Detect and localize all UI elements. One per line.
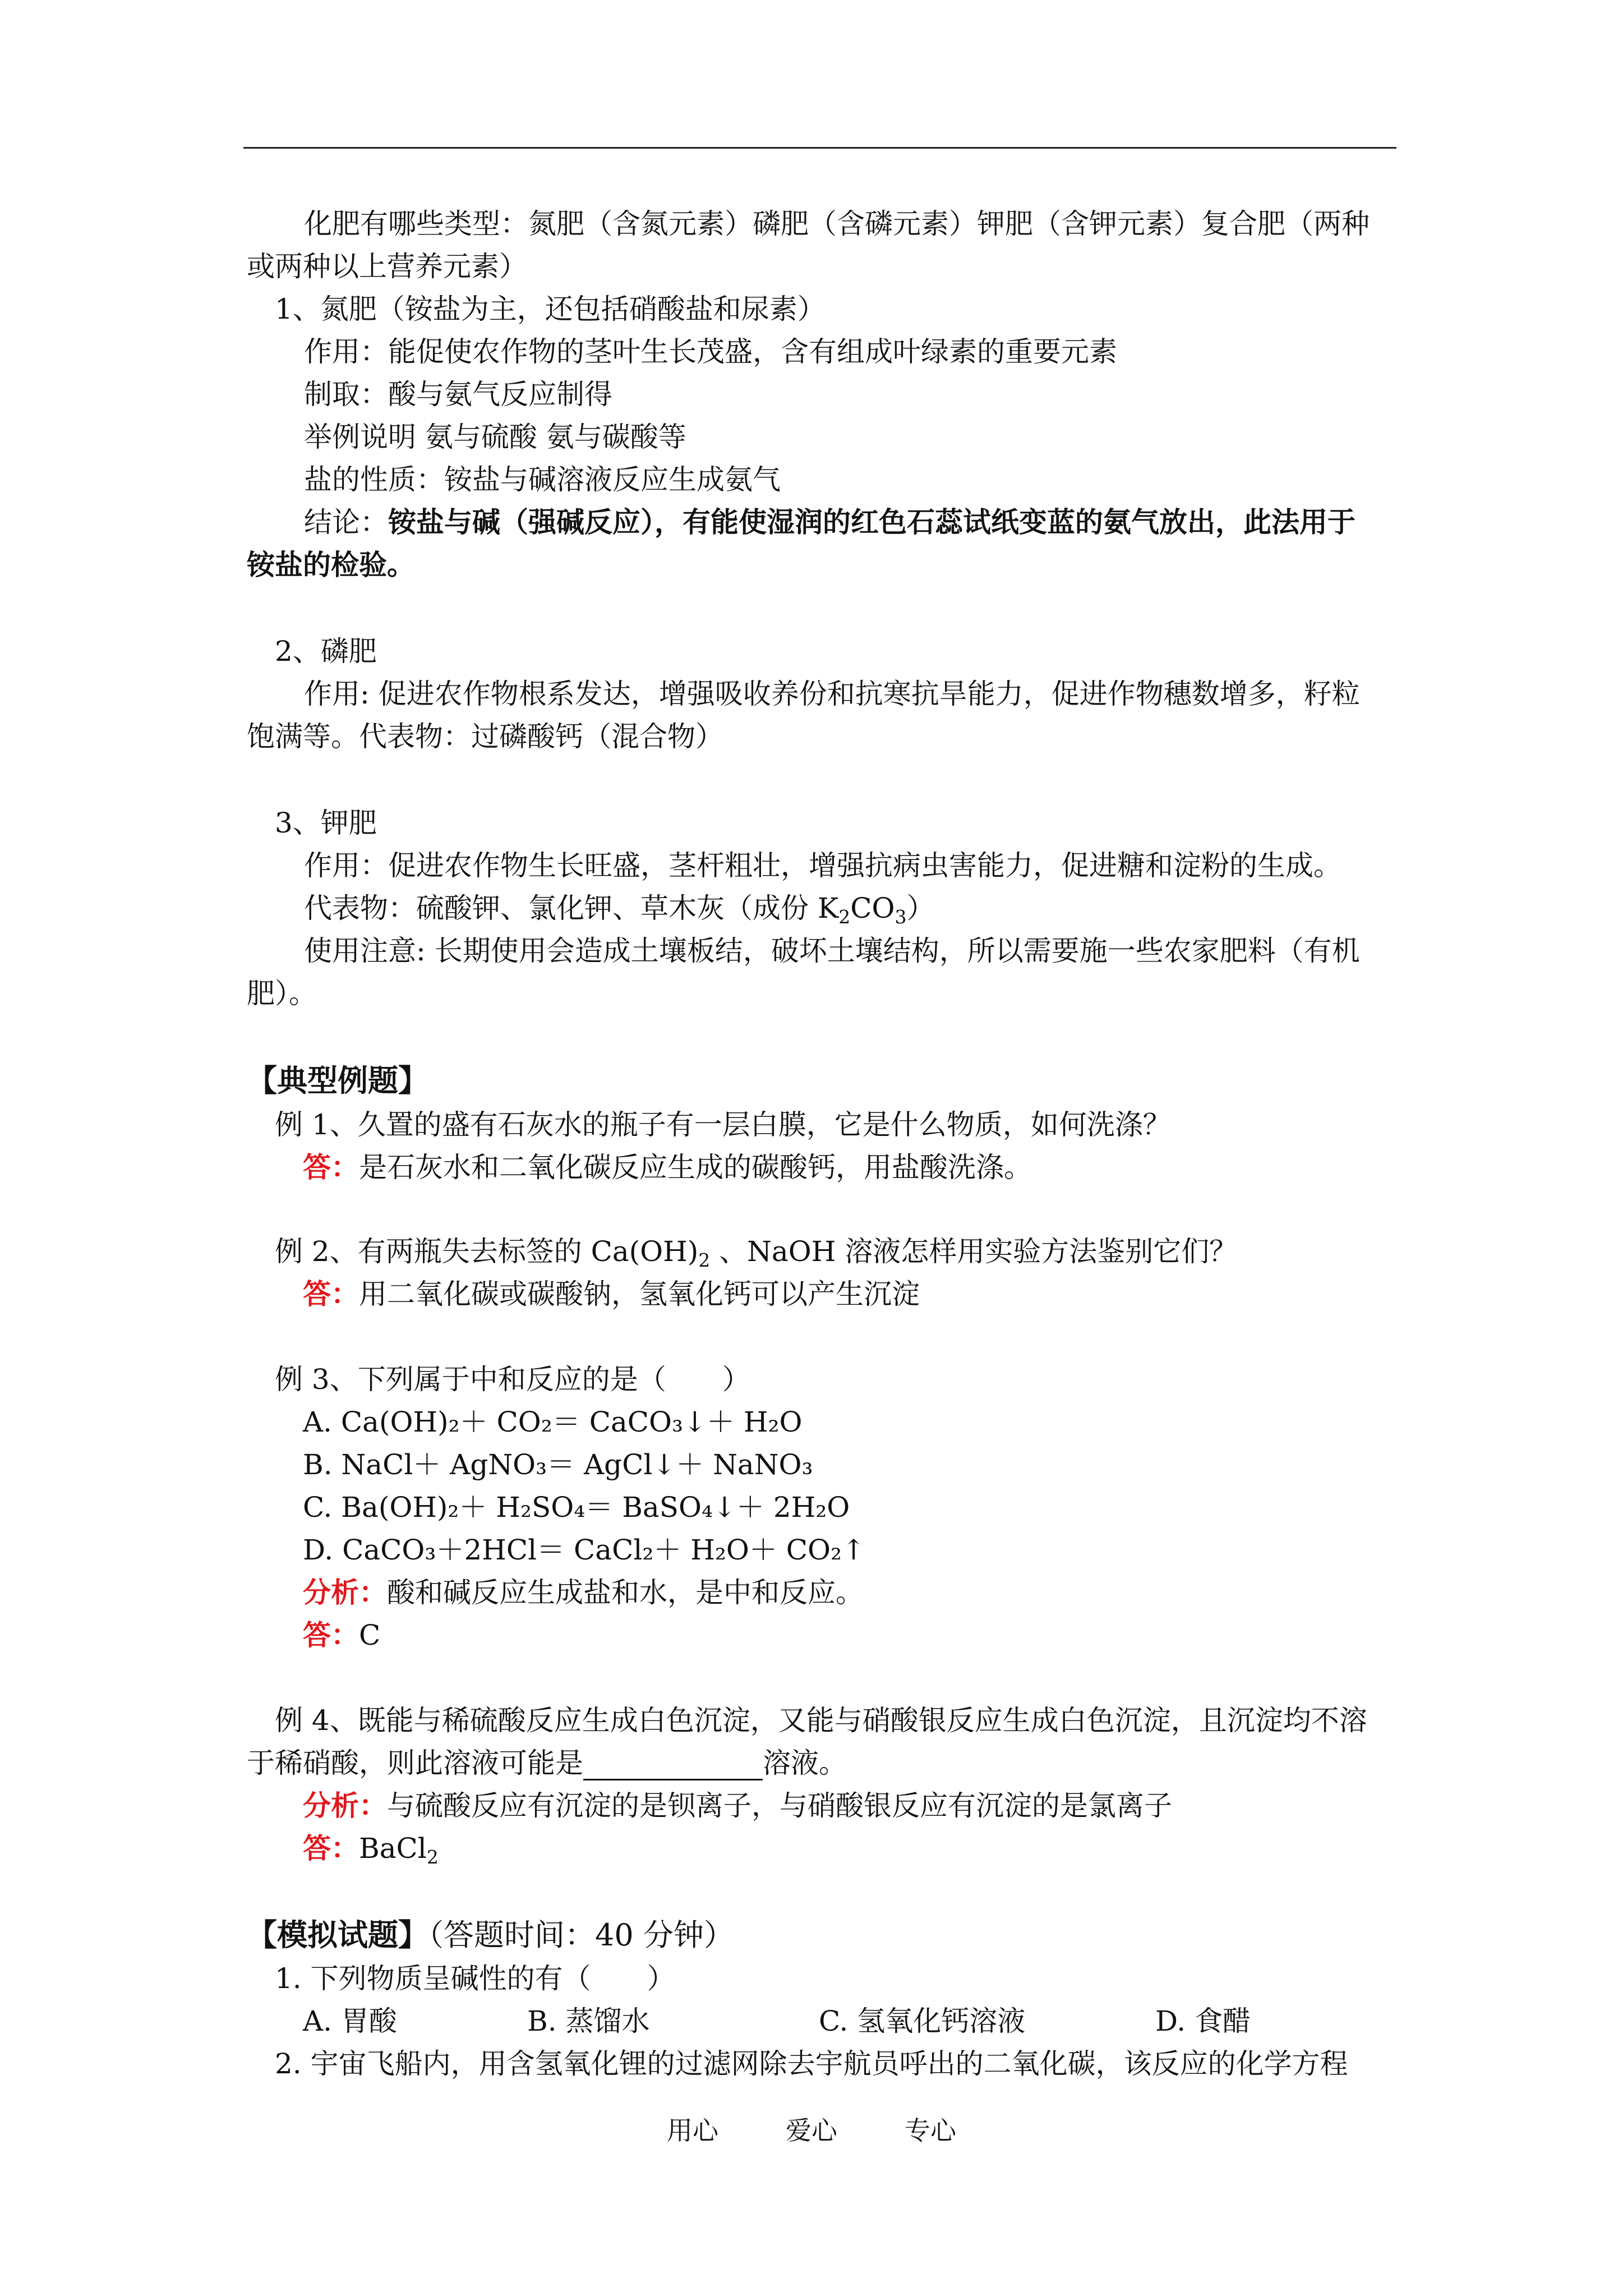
fill-blank[interactable] — [583, 1751, 763, 1780]
potassium-effect: 作用：促进农作物生长旺盛，茎杆粗壮，增强抗病虫害能力，促进糖和淀粉的生成。 — [304, 849, 1341, 882]
question-1-options — [303, 2004, 1368, 2039]
rep-sub-1: 2 — [838, 906, 851, 928]
example-1-question: 例 1、久置的盛有石灰水的瓶子有一层白膜，它是什么物质，如何洗涤？ — [275, 1108, 1171, 1141]
example-4-question-1: 例 4、既能与稀硫酸反应生成白色沉淀，又能与硝酸银反应生成白色沉淀，且沉淀均不溶 — [275, 1704, 1367, 1737]
potassium-note-2: 肥）。 — [247, 977, 317, 1010]
phosphorus-title: 2、磷肥 — [275, 635, 377, 668]
examples-header: 【典型例题】 — [247, 1062, 428, 1098]
conclusion-label: 结论： — [304, 506, 388, 539]
example-3-option-b: B. NaCl＋ AgNO₃＝ AgCl↓＋ NaNO₃ — [303, 1448, 813, 1481]
footer-text-1: 用心 — [667, 2115, 718, 2146]
q1-option-d: D. 食醋 — [1155, 2005, 1251, 2037]
analysis-label: 分析： — [303, 1576, 387, 1609]
example-2-answer — [303, 1277, 920, 1312]
question-1: 1. 下列物质呈碱性的有（ ） — [275, 1962, 675, 1995]
nitrogen-conclusion-line-2: 铵盐的检验。 — [247, 548, 415, 581]
potassium-title: 3、钾肥 — [275, 807, 377, 839]
ex4-text-a: 于稀硝酸，则此溶液可能是 — [247, 1747, 583, 1779]
potassium-note-1: 使用注意: 长期使用会造成土壤板结，破坏土壤结构，所以需要施一些农家肥料（有机 — [304, 935, 1360, 967]
example-3-question: 例 3、下列属于中和反应的是（ ） — [275, 1363, 750, 1396]
ex2-text-a: 例 2、有两瓶失去标签的 Ca(OH) — [275, 1235, 699, 1268]
example-3-answer — [303, 1618, 380, 1653]
question-2: 2. 宇宙飞船内，用含氢氧化锂的过滤网除去宇航员呼出的二氧化碳，该反应的化学方程 — [275, 2047, 1348, 2080]
header-rule — [243, 147, 1396, 149]
potassium-representative — [304, 891, 935, 935]
conclusion-text: 铵盐与碱（强碱反应），有能使湿润的红色石蕊试纸变蓝的氨气放出，此法用于 — [388, 505, 1355, 539]
mock-time: （答题时间：40 分钟） — [428, 1917, 734, 1953]
example-4-analysis — [303, 1788, 1172, 1823]
example-4-answer — [303, 1831, 439, 1875]
answer-label: 答： — [303, 1832, 359, 1865]
example-2-question — [275, 1234, 1237, 1278]
q1-option-b: B. 蒸馏水 — [527, 2005, 650, 2037]
intro-line-2: 或两种以上营养元素） — [247, 250, 527, 283]
example-3-analysis — [303, 1575, 864, 1610]
answer-text: C — [359, 1619, 381, 1651]
phosphorus-effect-2: 饱满等。代表物：过磷酸钙（混合物） — [247, 720, 723, 753]
example-3-option-a: A. Ca(OH)₂＋ CO₂＝ CaCO₃↓＋ H₂O — [303, 1406, 803, 1438]
example-1-answer — [303, 1150, 1032, 1185]
q1-option-c: C. 氢氧化钙溶液 — [819, 2005, 1026, 2037]
q1-option-a: A. 胃酸 — [303, 2005, 397, 2037]
answer-label: 答： — [303, 1151, 359, 1184]
page-footer — [0, 2110, 1623, 2147]
phosphorus-effect-1: 作用: 促进农作物根系发达，增强吸收养份和抗寒抗旱能力，促进作物穗数增多，籽粒 — [304, 678, 1360, 710]
answer-text: 是石灰水和二氧化碳反应生成的碳酸钙，用盐酸洗涤。 — [359, 1151, 1032, 1184]
footer-text-2: 爱心 — [786, 2115, 837, 2146]
example-3-option-c: C. Ba(OH)₂＋ H₂SO₄＝ BaSO₄↓＋ 2H₂O — [303, 1491, 850, 1524]
mock-header — [247, 1917, 734, 1953]
intro-line-1: 化肥有哪些类型：氮肥（含氮元素）磷肥（含磷元素）钾肥（含钾元素）复合肥（两种 — [304, 208, 1370, 240]
analysis-text: 与硫酸反应有沉淀的是钡离子，与硝酸银反应有沉淀的是氯离子 — [387, 1789, 1172, 1822]
example-3-option-d: D. CaCO₃＋2HCl＝ CaCl₂＋ H₂O＋ CO₂↑ — [303, 1534, 865, 1566]
answer-sub: 2 — [426, 1846, 439, 1868]
analysis-text: 酸和碱反应生成盐和水，是中和反应。 — [387, 1576, 864, 1609]
mock-title: 【模拟试题】 — [247, 1917, 428, 1953]
ex2-text-b: 、NaOH 溶液怎样用实验方法鉴别它们？ — [710, 1235, 1238, 1268]
ex4-text-b: 溶液。 — [763, 1747, 847, 1779]
nitrogen-make: 制取：酸与氨气反应制得 — [304, 378, 612, 411]
rep-sub-2: 3 — [895, 906, 907, 928]
rep-text: 代表物：硫酸钾、氯化钾、草木灰（成份 K — [304, 892, 839, 924]
nitrogen-effect: 作用：能促使农作物的茎叶生长茂盛，含有组成叶绿素的重要元素 — [304, 335, 1117, 368]
analysis-label: 分析： — [303, 1789, 387, 1822]
rep-co: CO — [850, 892, 895, 924]
ex2-sub: 2 — [698, 1249, 711, 1271]
answer-label: 答： — [303, 1618, 359, 1651]
nitrogen-example: 举例说明 氨与硫酸 氨与碳酸等 — [304, 421, 686, 453]
example-4-question-2 — [247, 1746, 847, 1780]
footer-text-3: 专心 — [905, 2115, 956, 2146]
nitrogen-title: 1、氮肥（铵盐为主，还包括硝酸盐和尿素） — [275, 293, 826, 325]
nitrogen-property: 盐的性质：铵盐与碱溶液反应生成氨气 — [304, 463, 781, 496]
answer-text: BaCl — [359, 1832, 427, 1865]
rep-close: ） — [906, 892, 935, 924]
nitrogen-conclusion-line-1 — [304, 505, 1355, 540]
answer-text: 用二氧化碳或碳酸钠，氢氧化钙可以产生沉淀 — [359, 1278, 920, 1310]
answer-label: 答： — [303, 1277, 359, 1310]
